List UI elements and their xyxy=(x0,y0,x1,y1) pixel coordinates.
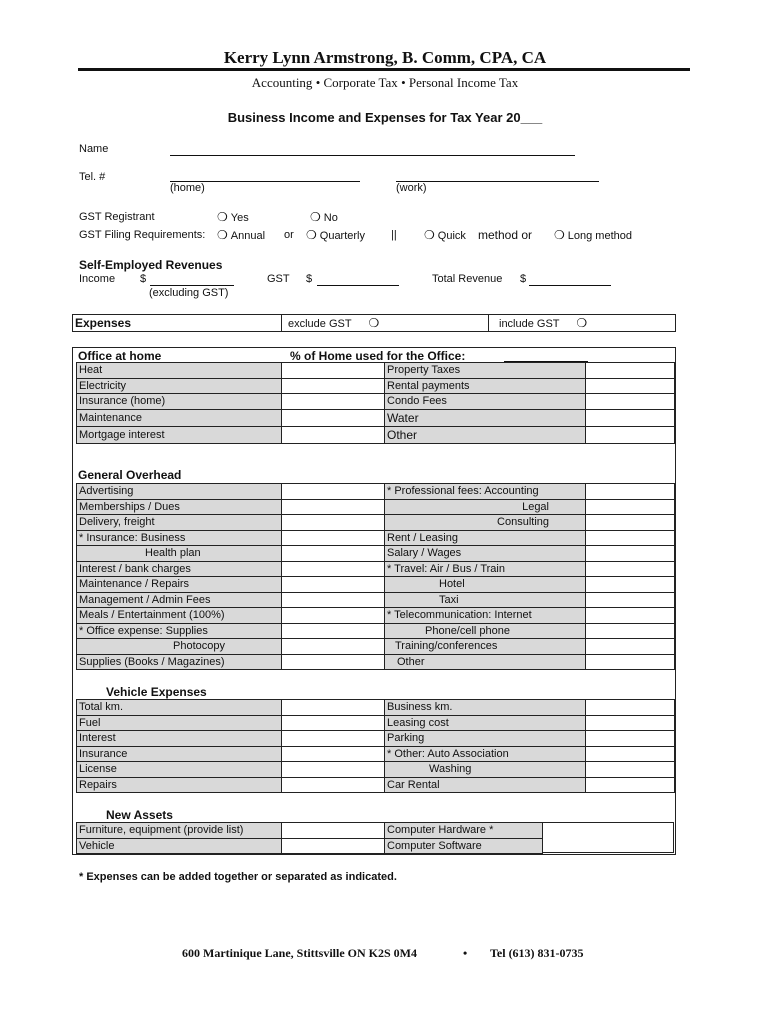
amount-cell[interactable] xyxy=(282,777,385,793)
service-corporate-tax: Corporate Tax xyxy=(323,75,398,90)
amount-cell[interactable] xyxy=(586,746,675,762)
amount-cell[interactable] xyxy=(282,592,385,608)
amount-cell[interactable] xyxy=(282,561,385,577)
gst-dollar: $ xyxy=(306,273,313,285)
income-field[interactable] xyxy=(150,285,234,286)
overhead-table xyxy=(76,483,675,670)
amount-cell[interactable] xyxy=(586,530,675,546)
vehicle-table xyxy=(76,699,675,793)
table-row: Maintenance / Repairs Hotel xyxy=(77,577,675,593)
bullet-icon: • xyxy=(315,75,324,90)
preparer-name: Kerry Lynn Armstrong, B. Comm, CPA, CA xyxy=(223,48,547,67)
amount-cell[interactable] xyxy=(282,426,385,443)
assets-amount-cell[interactable] xyxy=(542,822,674,853)
amount-cell[interactable] xyxy=(282,378,385,394)
table-row: Insurance (home) Condo Fees xyxy=(77,394,675,410)
amount-cell[interactable] xyxy=(586,363,675,379)
amount-cell[interactable] xyxy=(282,715,385,731)
amount-cell[interactable] xyxy=(282,409,385,426)
amount-cell[interactable] xyxy=(586,484,675,500)
amount-cell[interactable] xyxy=(586,762,675,778)
radio-circle-icon: ❍ xyxy=(424,228,435,242)
amount-cell[interactable] xyxy=(282,746,385,762)
quick-method-option[interactable]: ❍ Quick xyxy=(424,228,466,242)
amount-cell[interactable] xyxy=(586,777,675,793)
header-rule xyxy=(78,68,690,71)
income-label: Income xyxy=(79,273,116,285)
amount-cell[interactable] xyxy=(282,731,385,747)
radio-circle-icon: ❍ xyxy=(310,210,321,224)
amount-cell[interactable] xyxy=(282,530,385,546)
assets-table xyxy=(76,822,543,854)
table-row: Furniture, equipment (provide list) Computer Hardware * xyxy=(77,823,543,839)
amount-cell[interactable] xyxy=(282,623,385,639)
amount-cell[interactable] xyxy=(282,838,385,854)
radio-circle-icon: ❍ xyxy=(217,210,228,224)
gst-no-option[interactable]: ❍ No xyxy=(310,210,338,224)
amount-cell[interactable] xyxy=(586,499,675,515)
amount-cell[interactable] xyxy=(586,378,675,394)
gst-yes-option[interactable]: ❍ Yes xyxy=(217,210,249,224)
amount-cell[interactable] xyxy=(282,546,385,562)
table-row: Repairs Car Rental xyxy=(77,777,675,793)
exclude-gst-option[interactable]: exclude GST ❍ xyxy=(282,315,489,332)
table-row: Delivery, freight Consulting xyxy=(77,515,675,531)
table-row: Interest / bank charges * Travel: Air / Bus / Train xyxy=(77,561,675,577)
filing-quarterly-option[interactable]: ❍ Quarterly xyxy=(306,228,366,242)
amount-cell[interactable] xyxy=(282,363,385,379)
overhead-title: General Overhead xyxy=(78,468,182,482)
gst-label: GST xyxy=(267,273,290,285)
table-row: License Washing xyxy=(77,762,675,778)
or-label: or xyxy=(284,229,294,241)
radio-circle-icon: ❍ xyxy=(306,228,317,242)
vehicle-title: Vehicle Expenses xyxy=(106,685,207,699)
office-table xyxy=(76,362,675,444)
table-row: Insurance * Other: Auto Association xyxy=(77,746,675,762)
services-line xyxy=(0,75,770,91)
footer-tel: Tel (613) 831-0735 xyxy=(490,946,584,960)
table-row: Maintenance Water xyxy=(77,409,675,426)
separator: || xyxy=(391,229,397,241)
gst-registrant-label: GST Registrant xyxy=(79,211,155,223)
amount-cell[interactable] xyxy=(282,654,385,670)
table-row: Advertising * Professional fees: Accounting xyxy=(77,484,675,500)
radio-circle-icon: ❍ xyxy=(217,228,228,242)
amount-cell[interactable] xyxy=(282,639,385,655)
amount-cell[interactable] xyxy=(586,700,675,716)
income-dollar: $ xyxy=(140,273,147,285)
service-personal-tax: Personal Income Tax xyxy=(408,75,519,90)
expenses-title: Expenses xyxy=(75,315,132,330)
table-row: Heat Property Taxes xyxy=(77,363,675,379)
amount-cell[interactable] xyxy=(586,577,675,593)
amount-cell[interactable] xyxy=(586,639,675,655)
form-title: Business Income and Expenses for Tax Year 20___ xyxy=(227,110,543,125)
amount-cell[interactable] xyxy=(586,654,675,670)
total-revenue-field[interactable] xyxy=(529,285,611,286)
gst-field[interactable] xyxy=(317,285,399,286)
amount-cell[interactable] xyxy=(586,715,675,731)
amount-cell[interactable] xyxy=(586,608,675,624)
amount-cell[interactable] xyxy=(586,731,675,747)
service-accounting: Accounting xyxy=(251,75,313,90)
radio-circle-icon: ❍ xyxy=(368,315,380,330)
gst-filing-label: GST Filing Requirements: xyxy=(79,229,206,241)
bullet-icon: • xyxy=(401,75,409,90)
table-row: Health plan Salary / Wages xyxy=(77,546,675,562)
method-or-label: method or xyxy=(478,228,533,242)
amount-cell[interactable] xyxy=(282,577,385,593)
name-label: Name xyxy=(79,143,109,155)
table-row: Interest Parking xyxy=(77,731,675,747)
office-percent-title: % of Home used for the Office: xyxy=(290,349,466,363)
table-row: Photocopy Training/conferences xyxy=(77,639,675,655)
amount-cell[interactable] xyxy=(586,561,675,577)
work-label: (work) xyxy=(396,182,427,194)
amount-cell[interactable] xyxy=(282,484,385,500)
amount-cell[interactable] xyxy=(586,515,675,531)
amount-cell[interactable] xyxy=(586,623,675,639)
assets-title: New Assets xyxy=(106,808,173,822)
amount-cell[interactable] xyxy=(282,499,385,515)
total-dollar: $ xyxy=(520,273,527,285)
amount-cell[interactable] xyxy=(586,409,675,426)
table-row: Total km. Business km. xyxy=(77,700,675,716)
table-row: Fuel Leasing cost xyxy=(77,715,675,731)
tel-label: Tel. # xyxy=(79,171,106,183)
footnote: * Expenses can be added together or separated as indicated. xyxy=(79,871,397,883)
excluding-gst-note: (excluding GST) xyxy=(149,287,229,299)
total-revenue-label: Total Revenue xyxy=(432,273,503,285)
amount-cell[interactable] xyxy=(282,608,385,624)
filing-annual-option[interactable]: ❍ Annual xyxy=(217,228,266,242)
table-row: * Office expense: Supplies Phone/cell phone xyxy=(77,623,675,639)
expenses-header-bar xyxy=(72,314,676,332)
amount-cell[interactable] xyxy=(282,394,385,410)
footer-address: 600 Martinique Lane, Stittsville ON K2S 0M4 xyxy=(182,946,417,960)
amount-cell[interactable] xyxy=(282,700,385,716)
table-row: Supplies (Books / Magazines) Other xyxy=(77,654,675,670)
bullet-icon: • xyxy=(463,946,468,960)
amount-cell[interactable] xyxy=(282,762,385,778)
include-gst-option[interactable]: include GST ❍ xyxy=(489,315,676,332)
table-row: Vehicle Computer Software xyxy=(77,838,543,854)
amount-cell[interactable] xyxy=(586,546,675,562)
table-row: Management / Admin Fees Taxi xyxy=(77,592,675,608)
amount-cell[interactable] xyxy=(586,592,675,608)
radio-circle-icon: ❍ xyxy=(576,315,588,330)
name-field[interactable] xyxy=(170,155,575,156)
amount-cell[interactable] xyxy=(586,426,675,443)
home-label: (home) xyxy=(170,182,205,194)
table-row: Mortgage interest Other xyxy=(77,426,675,443)
amount-cell[interactable] xyxy=(586,394,675,410)
revenues-title: Self-Employed Revenues xyxy=(79,258,223,272)
table-row: Memberships / Dues Legal xyxy=(77,499,675,515)
amount-cell[interactable] xyxy=(282,823,385,839)
table-row: Meals / Entertainment (100%) * Telecommunication: Internet xyxy=(77,608,675,624)
table-row: * Insurance: Business Rent / Leasing xyxy=(77,530,675,546)
table-row: Electricity Rental payments xyxy=(77,378,675,394)
amount-cell[interactable] xyxy=(282,515,385,531)
long-method-option[interactable]: ❍ Long method xyxy=(554,228,632,242)
radio-circle-icon: ❍ xyxy=(554,228,565,242)
office-title: Office at home xyxy=(78,349,162,363)
